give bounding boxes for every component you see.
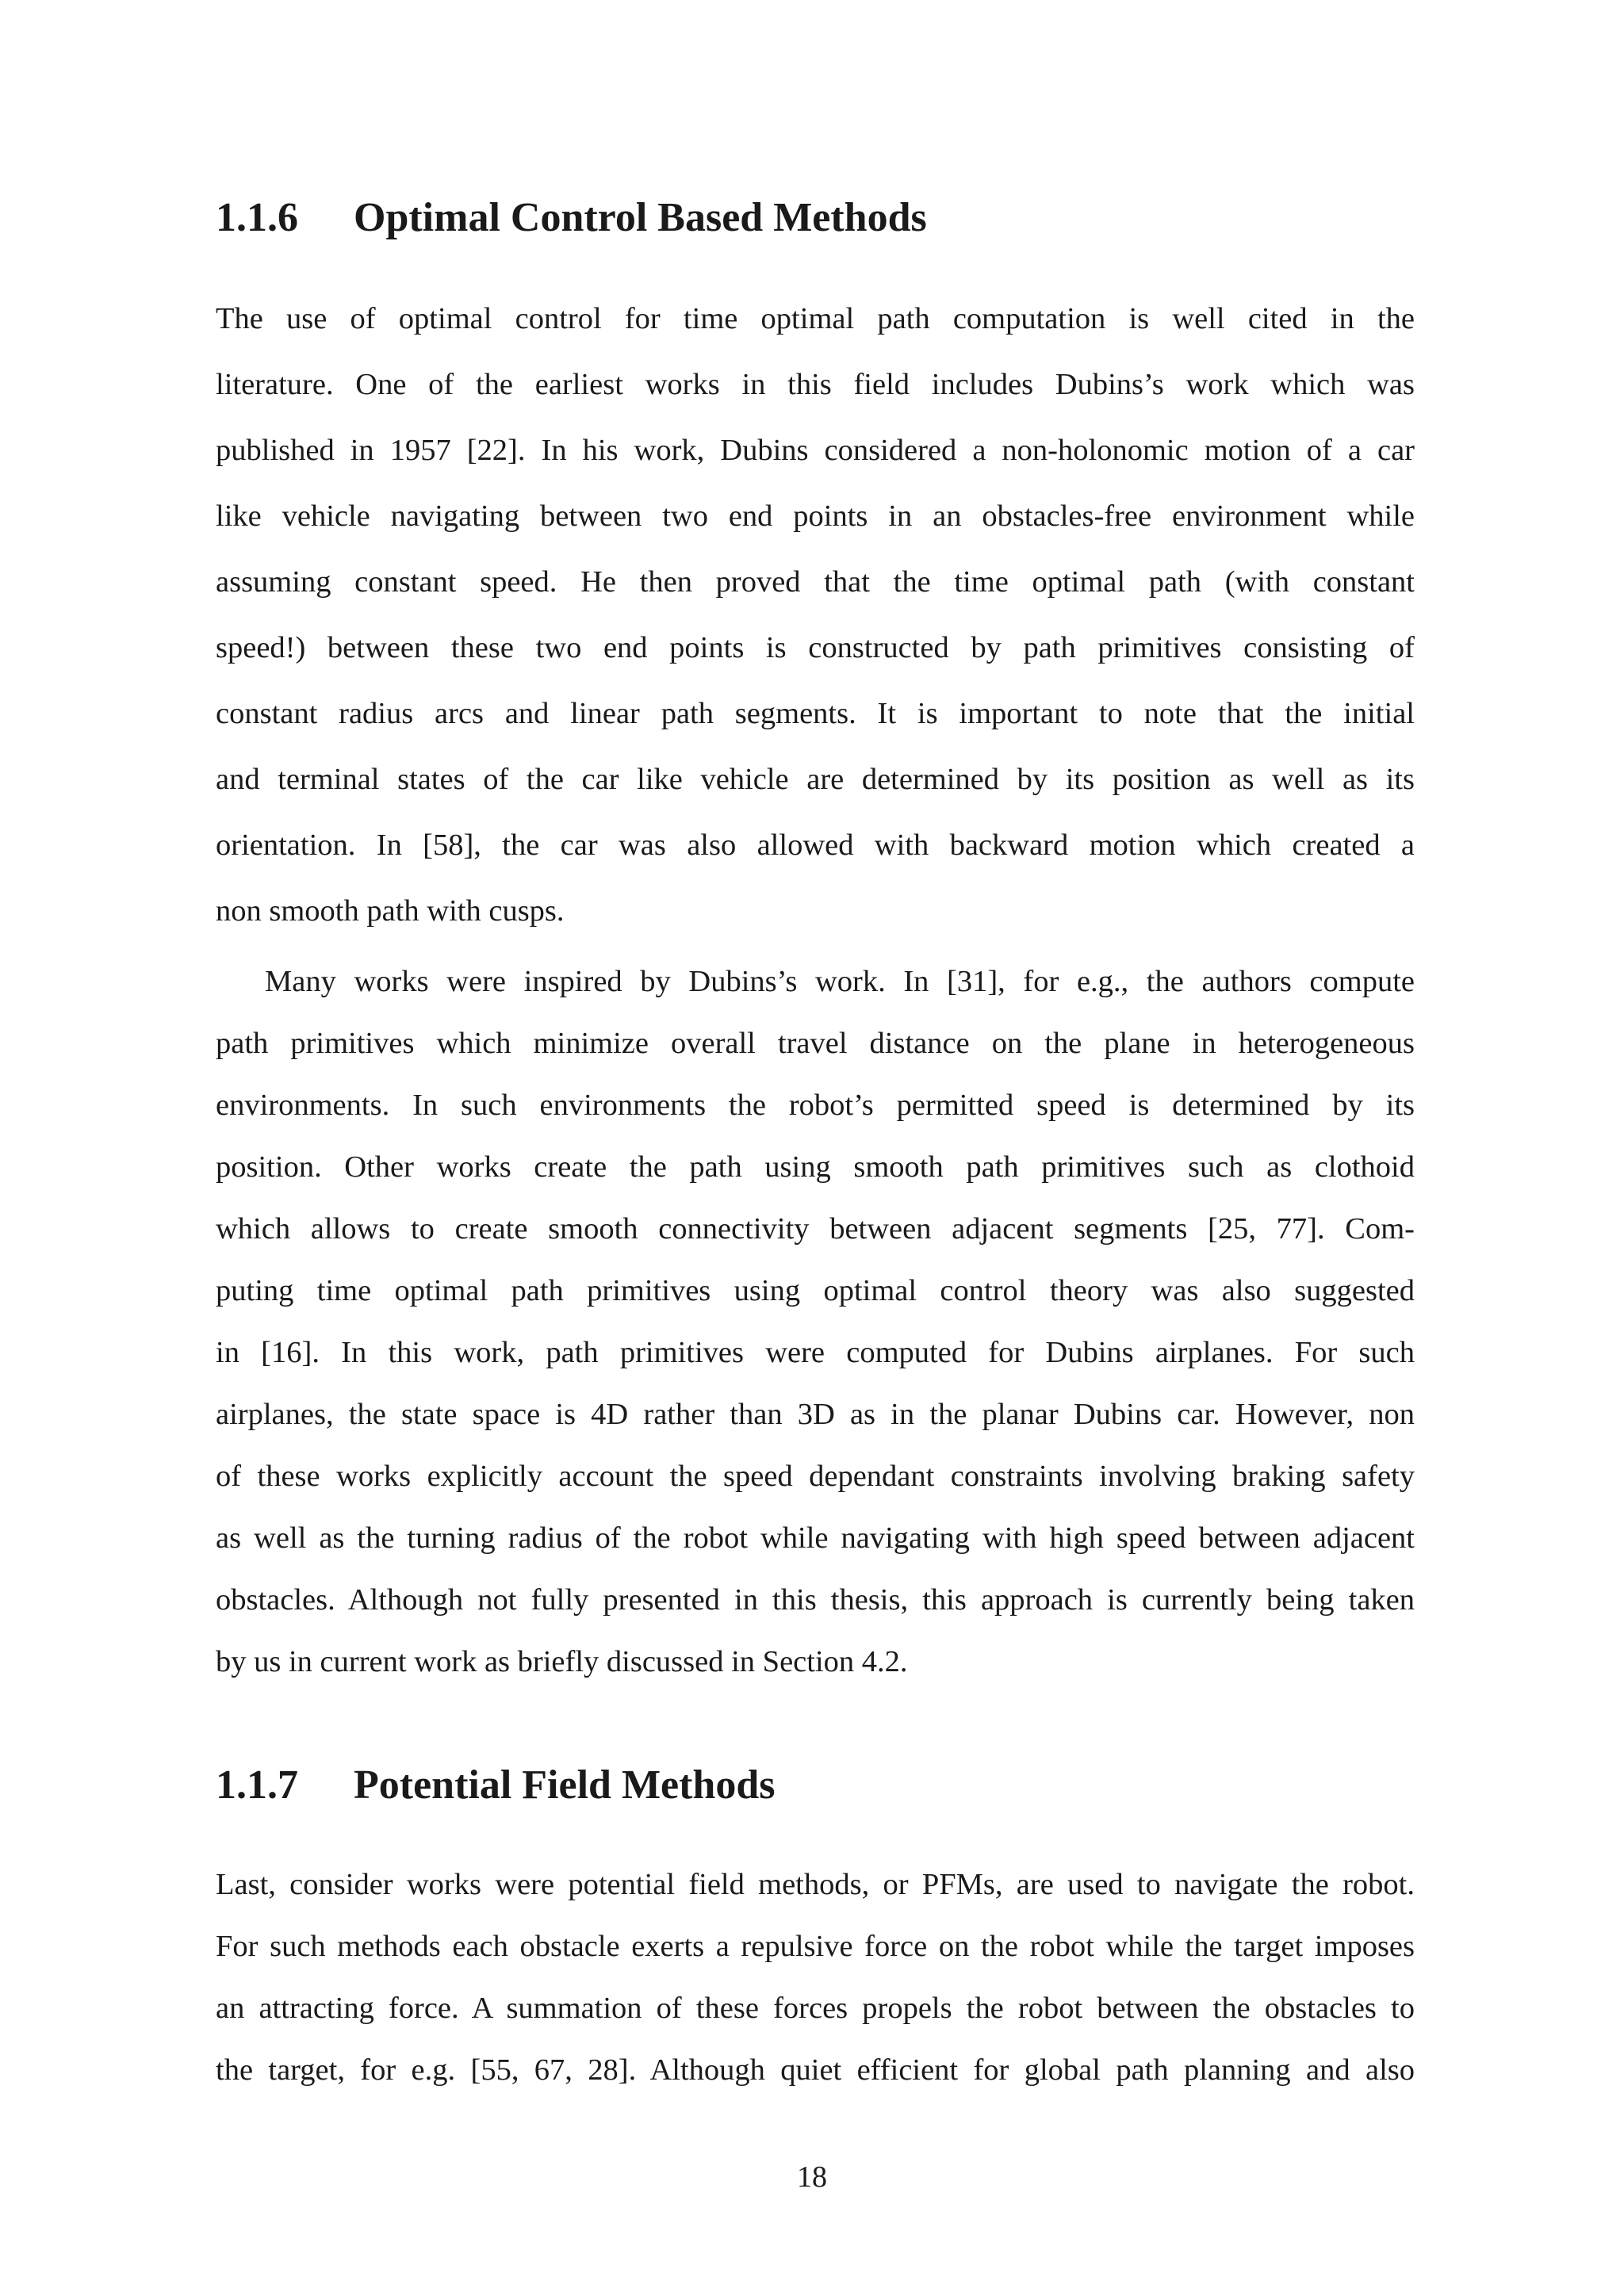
text-line: and terminal states of the car like vehicle are determined by its position as well as its xyxy=(216,763,1415,796)
text-line: like vehicle navigating between two end points in an obstacles-free environment while xyxy=(216,499,1415,533)
page-number: 18 xyxy=(797,2160,827,2194)
text-line: puting time optimal path primitives using optimal control theory was also suggested xyxy=(216,1274,1415,1307)
text-line: as well as the turning radius of the robot while navigating with high speed between adjacent xyxy=(216,1521,1415,1555)
text-line: constant radius arcs and linear path segments. It is important to note that the initial xyxy=(216,697,1415,730)
text-line: For such methods each obstacle exerts a repulsive force on the robot while the target imposes xyxy=(216,1930,1415,1963)
text-line: orientation. In [58], the car was also allowed with backward motion which created a xyxy=(216,828,1415,862)
text-line: in [16]. In this work, path primitives were computed for Dubins airplanes. For such xyxy=(216,1336,1415,1369)
text-line: The use of optimal control for time optimal path computation is well cited in the xyxy=(216,302,1415,335)
text-line: which allows to create smooth connectivity between adjacent segments [25, 77]. Com- xyxy=(216,1212,1415,1246)
text-line: speed!) between these two end points is constructed by path primitives consisting of xyxy=(216,631,1415,664)
text-line: Many works were inspired by Dubins’s work. In [31], for e.g., the authors compute xyxy=(265,965,1415,998)
section-heading-optimal-control xyxy=(216,194,927,242)
text-line: environments. In such environments the robot’s permitted speed is determined by its xyxy=(216,1089,1415,1122)
text-line: assuming constant speed. He then proved that the time optimal path (with constant xyxy=(216,565,1415,599)
text-line: airplanes, the state space is 4D rather than 3D as in the planar Dubins car. However, non xyxy=(216,1398,1415,1431)
text-line: Last, consider works were potential field methods, or PFMs, are used to navigate the robot. xyxy=(216,1868,1415,1901)
section-title: Optimal Control Based Methods xyxy=(354,195,927,240)
section-title: Potential Field Methods xyxy=(354,1762,776,1808)
text-line: obstacles. Although not fully presented in this thesis, this approach is currently being taken xyxy=(216,1583,1415,1617)
section-number: 1.1.6 xyxy=(216,195,298,240)
text-line: published in 1957 [22]. In his work, Dubins considered a non-holonomic motion of a car xyxy=(216,434,1415,467)
section-heading-potential-field xyxy=(216,1762,776,1809)
text-line: of these works explicitly account the speed dependant constraints involving braking safety xyxy=(216,1460,1415,1493)
text-line: by us in current work as briefly discussed in Section 4.2. xyxy=(216,1645,908,1678)
section-number: 1.1.7 xyxy=(216,1762,298,1808)
text-line: position. Other works create the path using smooth path primitives such as clothoid xyxy=(216,1150,1415,1184)
text-line: literature. One of the earliest works in this field includes Dubins’s work which was xyxy=(216,368,1415,401)
text-line: the target, for e.g. [55, 67, 28]. Although quiet efficient for global path planning and also xyxy=(216,2053,1415,2087)
text-line: path primitives which minimize overall travel distance on the plane in heterogeneous xyxy=(216,1027,1415,1060)
text-line: non smooth path with cusps. xyxy=(216,894,565,928)
text-line: an attracting force. A summation of these forces propels the robot between the obstacles to xyxy=(216,1992,1415,2025)
